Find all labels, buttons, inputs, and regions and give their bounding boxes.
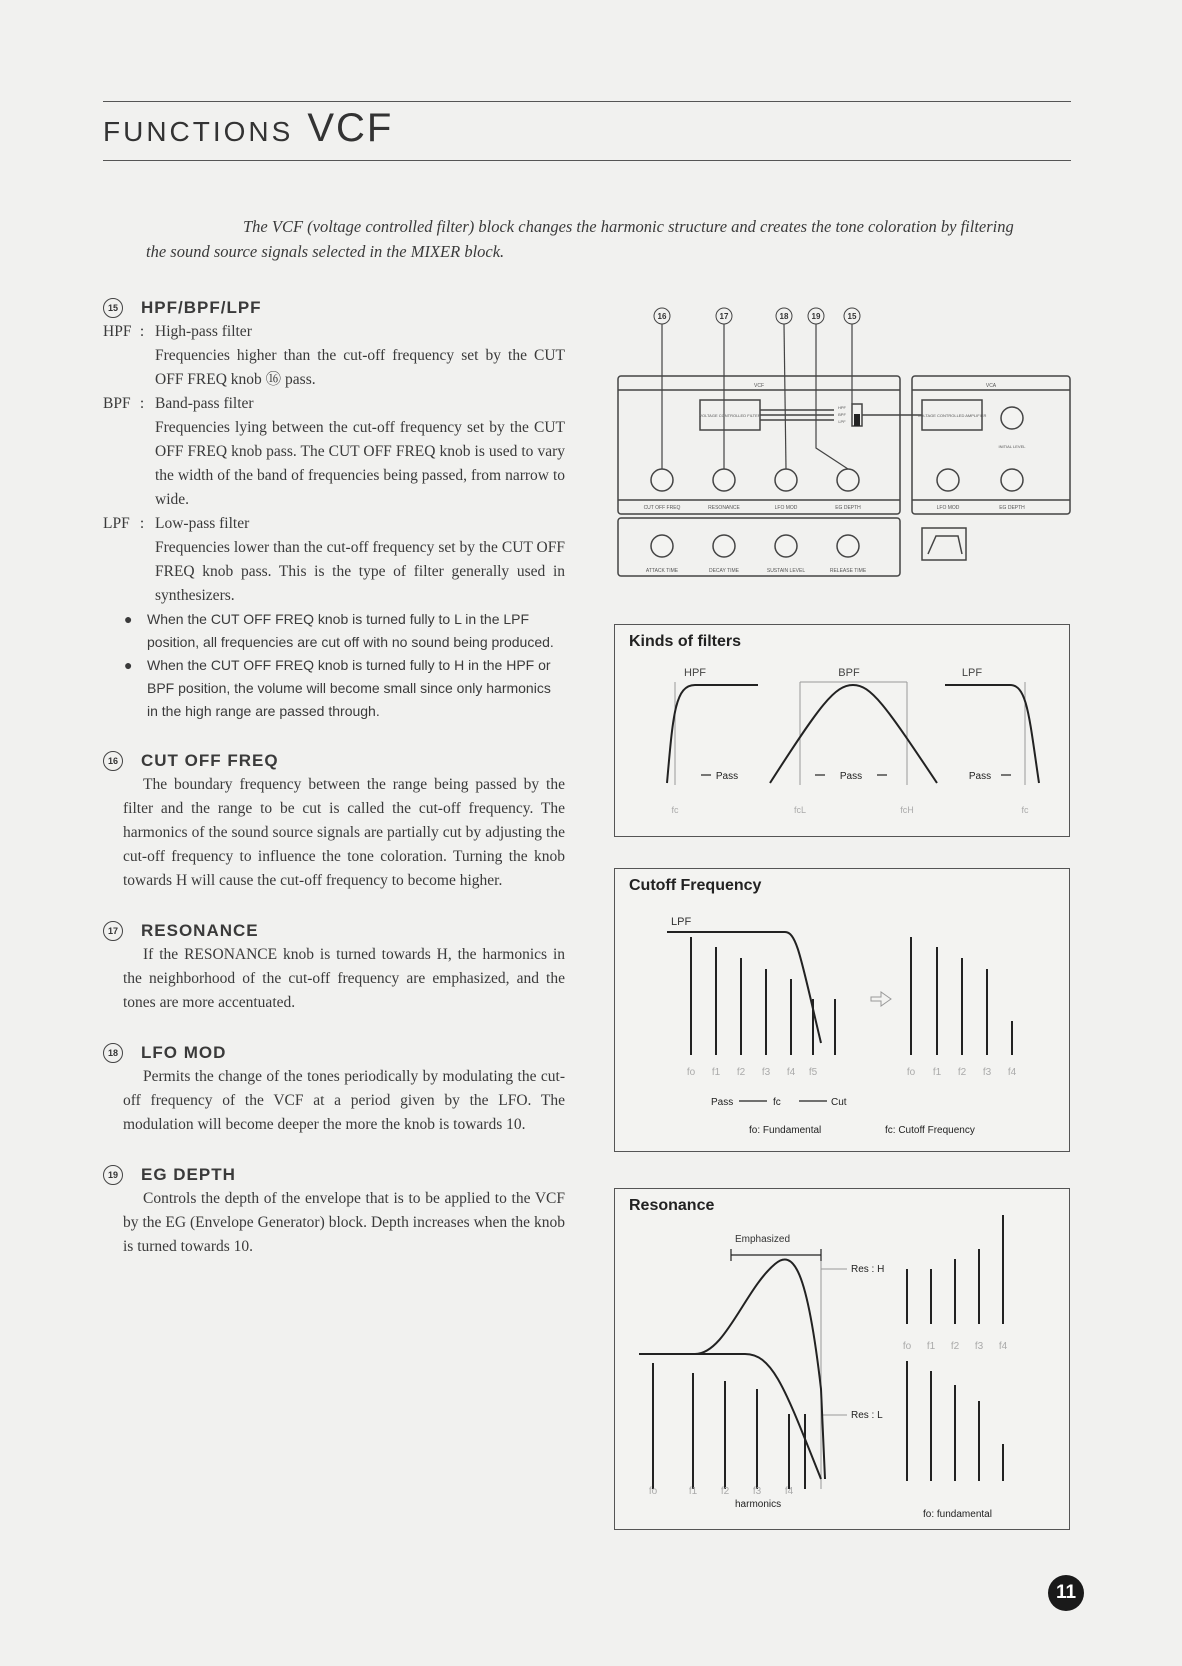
item-number: 18 (103, 1043, 123, 1063)
eg-depth-text: Controls the depth of the envelope that is to be applied to the VCF by the EG (Envelope Generator) block. Depth increases when the knob is turned towards 10. (123, 1190, 565, 1255)
harmonic-label: f1 (926, 1341, 936, 1352)
emphasized-label: Emphasized (735, 1234, 791, 1245)
callout-15: 15 (847, 312, 857, 321)
harmonic-label: f2 (736, 1067, 746, 1078)
item-number: 15 (103, 298, 123, 318)
def-abbr: LPF (103, 515, 130, 532)
harmonic-label: fo (906, 1067, 916, 1078)
legend-fundamental: fo: Fundamental (749, 1125, 822, 1136)
harmonic-label: f1 (932, 1067, 942, 1078)
resonance-panel (614, 1188, 1070, 1530)
lpf-label: LPF (671, 916, 692, 928)
def-text: Frequencies lower than the cut-off frequency set by the CUT OFF FREQ knob pass. This is the type of filter generally used in synthesizers. (155, 539, 565, 604)
def-text: Frequencies higher than the cut-off frequency set by the CUT OFF FREQ knob ⑯ pass. (155, 347, 565, 388)
top-rule (103, 101, 1071, 102)
harmonic-label: f4 (786, 1067, 796, 1078)
fc-label: fc (1021, 805, 1029, 815)
heading-lfo-mod (103, 1041, 565, 1065)
knob-label: EG DEPTH (999, 505, 1025, 511)
def-name: Band-pass filter (155, 395, 254, 412)
item-number: 16 (103, 751, 123, 771)
cut-off-freq-text: The boundary frequency between the range being passed by the filter and the range to be cut is called the cut-off frequency. The harmonics of the sound source signals are partially cut by adjusting the cut-off frequency to influence the tone coloration. Turning the knob towards H will cause the cut-off frequency to become higher. (123, 776, 565, 889)
section-title: FUNCTIONS (103, 116, 294, 147)
callout-17: 17 (719, 312, 729, 321)
switch-bpf-label: BPF (838, 412, 846, 417)
harmonic-label: f4 (1007, 1067, 1017, 1078)
page-header (103, 106, 393, 151)
knob-label: EG DEPTH (835, 505, 861, 511)
harmonics-label: harmonics (735, 1499, 782, 1510)
switch-lpf-label: LPF (838, 419, 846, 424)
page-number: 11 (1048, 1575, 1084, 1611)
switch-hpf-label: HPF (838, 405, 846, 410)
knob-label: RELEASE TIME (829, 568, 867, 574)
harmonic-label: fo (686, 1067, 696, 1078)
legend-fundamental: fo: fundamental (923, 1509, 992, 1520)
vcf-label: VCF (754, 383, 764, 389)
harmonic-label: f1 (688, 1486, 698, 1497)
harmonic-label: f2 (720, 1486, 730, 1497)
res-l-label: Res : L (851, 1410, 883, 1421)
heading-resonance (103, 919, 565, 943)
vca-label: VCA (985, 383, 997, 389)
knob-label: SUSTAIN LEVEL (766, 568, 806, 574)
cutoff-frequency-panel (614, 868, 1070, 1152)
harmonic-label: f2 (957, 1067, 967, 1078)
def-bpf: BPF : Band-pass filter Frequencies lying between the cut-off frequency set by the CUT OFF FREQ knob pass. The CUT OFF FREQ knob is used to vary the width of the band of frequencies being passed, from narrow to wide. (103, 392, 565, 512)
pass-label: Pass (711, 1097, 734, 1108)
functions-column (103, 296, 565, 1259)
bpf-label: BPF (838, 667, 860, 679)
item-number: 17 (103, 921, 123, 941)
res-h-label: Res : H (851, 1264, 885, 1275)
arrow-right-icon (871, 992, 891, 1006)
heading-hpf-bpf-lpf (103, 296, 565, 320)
heading-cut-off-freq (103, 749, 565, 773)
pass-label: Pass (968, 771, 992, 782)
knob-label: DECAY TIME (708, 568, 740, 574)
heading-text: EG DEPTH (141, 1165, 236, 1184)
knob-label: LFO MOD (774, 505, 798, 511)
harmonic-label: fo (902, 1341, 912, 1352)
knob-label: ATTACK TIME (645, 568, 679, 574)
harmonic-label: f3 (752, 1486, 762, 1497)
hpf-label: HPF (684, 667, 706, 679)
pass-label: Pass (715, 771, 739, 782)
panel-title: Kinds of filters (629, 633, 742, 650)
resonance-text: If the RESONANCE knob is turned towards H, the harmonics in the neighborhood of the cut-off frequency are emphasized, and the tones are more accentuated. (123, 946, 565, 1011)
harmonic-label: f3 (982, 1067, 992, 1078)
legend-cutoff: fc: Cutoff Frequency (885, 1125, 975, 1136)
vcf-panel-illustration (612, 300, 1076, 590)
heading-text: CUT OFF FREQ (141, 751, 279, 770)
def-hpf: HPF : High-pass filter Frequencies higher than the cut-off frequency set by the CUT OFF FREQ knob ⑯ pass. (103, 320, 565, 392)
callout-18: 18 (779, 312, 789, 321)
heading-eg-depth (103, 1163, 565, 1187)
cut-label: Cut (831, 1097, 847, 1108)
def-abbr: BPF (103, 395, 131, 412)
vca-box-label: VOLTAGE CONTROLLED AMPLIFIER (917, 413, 987, 418)
def-name: High-pass filter (155, 323, 252, 340)
note-lpf-bullet: ● When the CUT OFF FREQ knob is turned fully to L in the LPF position, all frequencies are cut off with no sound being produced. (124, 611, 554, 650)
block-title: VCF (307, 106, 394, 150)
note-text: When the CUT OFF FREQ knob is turned fully to L in the LPF position, all frequencies are cut off with no sound being produced. (147, 611, 554, 650)
harmonic-label: f4 (784, 1486, 794, 1497)
heading-text: LFO MOD (141, 1043, 227, 1062)
harmonic-label: f5 (808, 1067, 818, 1078)
lpf-label: LPF (961, 667, 983, 679)
fc-label: fcH (900, 805, 914, 815)
knob-label: LFO MOD (936, 505, 960, 511)
panel-title: Resonance (629, 1197, 715, 1214)
harmonic-label: f4 (998, 1341, 1008, 1352)
harmonic-label: f2 (950, 1341, 960, 1352)
note-hpf-bullet: ● When the CUT OFF FREQ knob is turned fully to H in the HPF or BPF position, the volume will become small since only harmonics in the high range are passed through. (124, 657, 551, 719)
def-name: Low-pass filter (155, 515, 250, 532)
fc-label: fc (773, 1097, 781, 1108)
harmonic-label: f3 (761, 1067, 771, 1078)
def-lpf: LPF : Low-pass filter Frequencies lower than the cut-off frequency set by the CUT OFF FREQ knob pass. This is the type of filter generally used in synthesizers. (103, 512, 565, 608)
fc-label: fcL (793, 805, 807, 815)
heading-text: HPF/BPF/LPF (141, 298, 262, 317)
def-text: Frequencies lying between the cut-off frequency set by the CUT OFF FREQ knob pass. The CUT OFF FREQ knob is used to vary the width of the band of frequencies being passed, from narrow to wide. (155, 419, 565, 508)
harmonic-label: fo (648, 1486, 658, 1497)
callout-19: 19 (811, 312, 821, 321)
note-text: When the CUT OFF FREQ knob is turned fully to H in the HPF or BPF position, the volume will become small since only harmonics in the high range are passed through. (147, 657, 551, 719)
harmonic-label: f1 (711, 1067, 721, 1078)
heading-text: RESONANCE (141, 921, 259, 940)
vcf-box-label: VOLTAGE CONTROLLED FILTER (699, 413, 761, 418)
item-number: 19 (103, 1165, 123, 1185)
knob-label: CUT OFF FREQ (643, 505, 681, 511)
fc-label: fc (671, 805, 679, 815)
panel-title: Cutoff Frequency (629, 877, 762, 894)
intro-paragraph: The VCF (voltage controlled filter) block changes the harmonic structure and creates the tone coloration by filtering the sound source signals selected in the MIXER block. (146, 217, 1014, 261)
def-abbr: HPF (103, 323, 132, 340)
initial-level-label: INITIAL LEVEL (998, 444, 1026, 449)
callout-16: 16 (657, 312, 667, 321)
harmonic-label: f3 (974, 1341, 984, 1352)
header-rule (103, 160, 1071, 161)
kinds-of-filters-panel (614, 624, 1070, 837)
lfo-mod-text: Permits the change of the tones periodically by modulating the cut-off frequency of the VCF at a period given by the LFO. The modulation will become deeper the more the knob is towards 10. (123, 1068, 565, 1133)
knob-label: RESONANCE (708, 505, 740, 511)
pass-label: Pass (839, 771, 863, 782)
